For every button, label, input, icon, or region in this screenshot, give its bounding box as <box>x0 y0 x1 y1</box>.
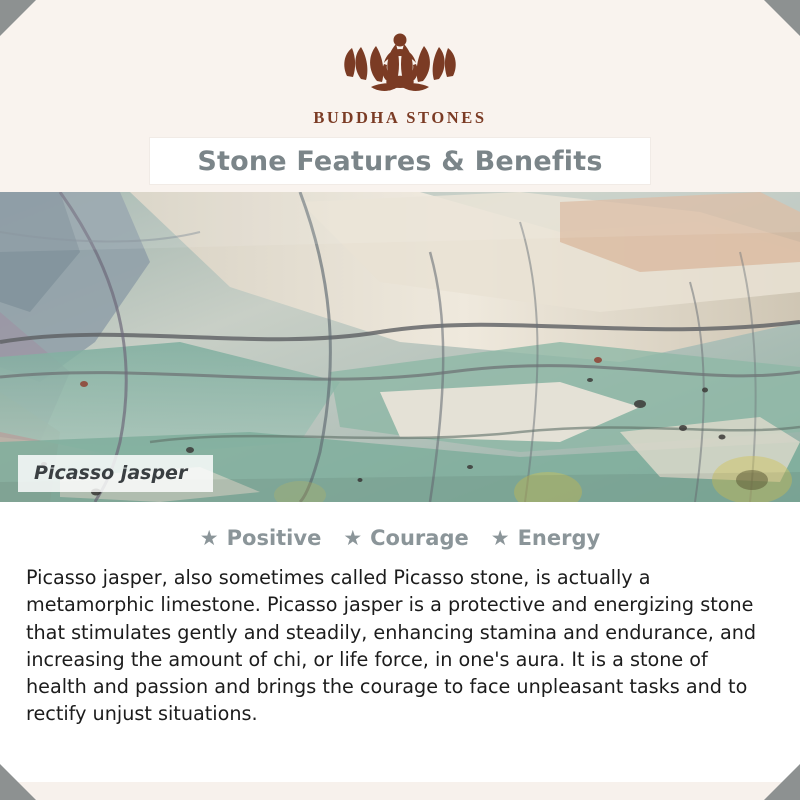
star-icon: ★ <box>343 526 363 550</box>
stone-name-text: Picasso jasper <box>34 462 188 484</box>
page-title: Stone Features & Benefits <box>197 145 603 177</box>
footer-strip <box>0 746 800 782</box>
keyword-label: Courage <box>370 526 469 550</box>
keyword-item <box>491 526 600 550</box>
keyword-label: Positive <box>226 526 322 550</box>
section-title-bar <box>150 138 650 184</box>
star-icon: ★ <box>199 526 219 550</box>
stone-photo <box>0 192 800 502</box>
stone-description: Picasso jasper, also sometimes called Picasso stone, is actually a metamorphic limestone. Picasso jasper is a protective and energizing stone that stimulates gently and steadily, enhancing stamina and endurance, and increasing the amount of chi, or life force, in one's aura. It is a stone of health and passion and brings the courage to face unpleasant tasks and to rectify unjust situations. <box>26 566 757 726</box>
brand-name: BUDDHA STONES <box>313 108 487 127</box>
corner-accent-top-right <box>764 0 800 36</box>
brand-logo <box>0 0 800 128</box>
corner-accent-top-left <box>0 0 36 36</box>
keyword-item <box>200 526 322 550</box>
keyword-label: Energy <box>517 526 601 550</box>
header <box>0 0 800 192</box>
lotus-meditation-icon <box>341 22 459 104</box>
content-section <box>0 502 800 782</box>
stone-name-badge <box>18 455 213 492</box>
corner-accent-bottom-left <box>0 764 36 800</box>
keyword-item <box>343 526 468 550</box>
keyword-list <box>26 526 774 550</box>
star-icon: ★ <box>490 526 510 550</box>
corner-accent-bottom-right <box>764 764 800 800</box>
